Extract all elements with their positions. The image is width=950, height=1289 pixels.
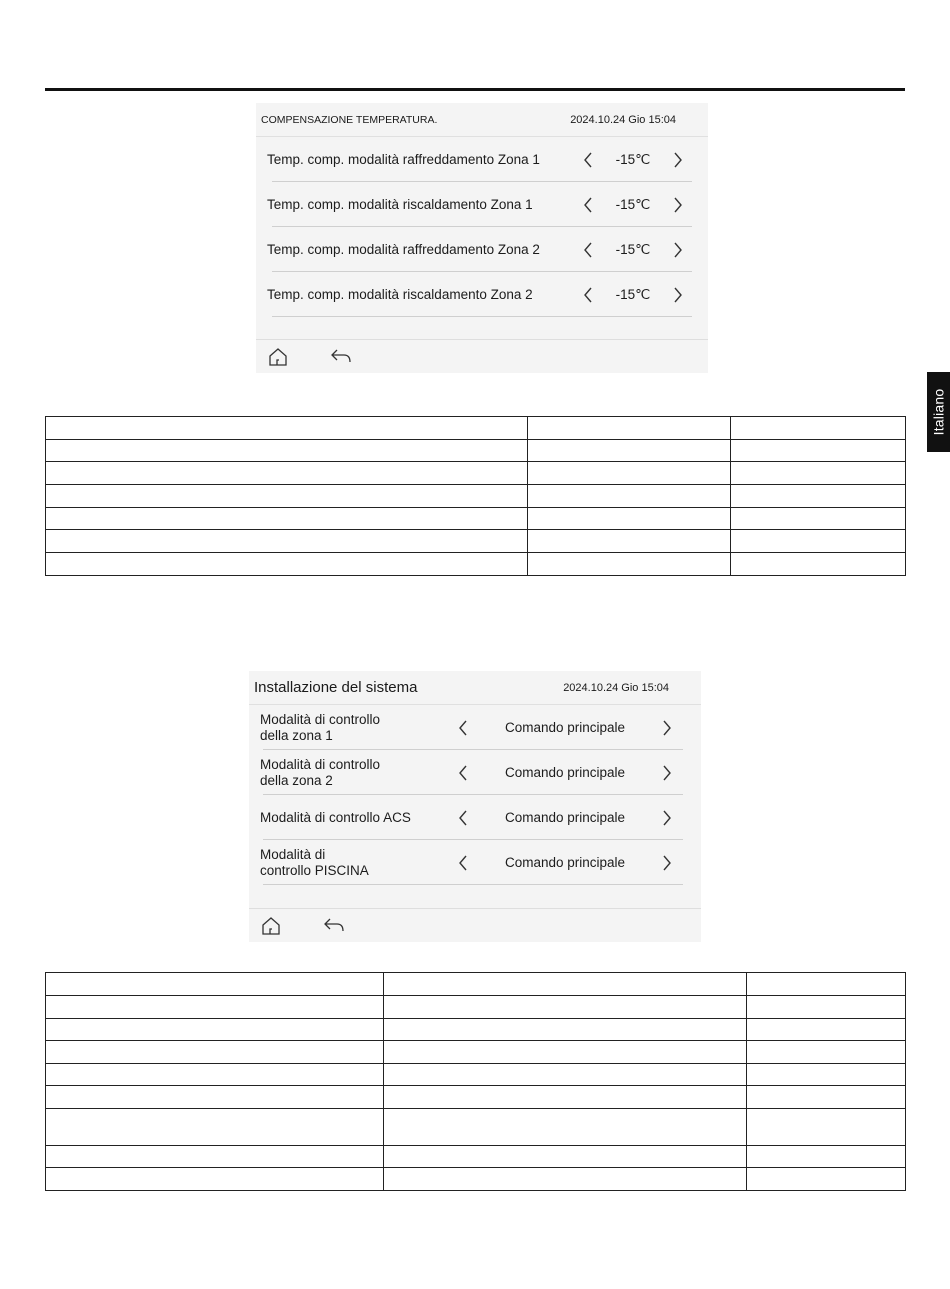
- language-label: Italiano: [930, 388, 947, 436]
- table-cell: [731, 553, 906, 576]
- temperature-compensation-screen: [256, 103, 708, 373]
- table-cell: [46, 1064, 384, 1086]
- table-cell: [528, 417, 731, 440]
- setting-label: Temp. comp. modalità riscaldamento Zona 1: [267, 196, 533, 212]
- table-row: [46, 508, 906, 530]
- setting-value: Comando principale: [504, 765, 626, 780]
- setting-row: [249, 795, 701, 840]
- table-2: [45, 972, 906, 1191]
- setting-label: Modalità di controllo ACS: [260, 809, 411, 825]
- table-row: [46, 1109, 906, 1146]
- table-cell: [384, 1168, 747, 1191]
- setting-row: [256, 137, 708, 182]
- table-cell: [46, 1041, 384, 1064]
- table-row: [46, 1064, 906, 1086]
- table-cell: [747, 1041, 906, 1064]
- table-cell: [384, 1019, 747, 1041]
- screen-datetime: 2024.10.24 Gio 15:04: [570, 113, 676, 126]
- screen-datetime: 2024.10.24 Gio 15:04: [563, 681, 669, 694]
- table-cell: [528, 553, 731, 576]
- table-cell: [747, 996, 906, 1019]
- setting-row: [256, 272, 708, 317]
- setting-value: -15℃: [615, 286, 651, 302]
- table-cell: [528, 462, 731, 485]
- table-cell: [731, 508, 906, 530]
- chevron-left-icon[interactable]: [454, 854, 472, 872]
- screen-title: Installazione del sistema: [254, 679, 418, 696]
- chevron-left-icon[interactable]: [454, 764, 472, 782]
- setting-label: [260, 712, 454, 744]
- back-arrow-icon[interactable]: [323, 917, 345, 935]
- chevron-right-icon[interactable]: [658, 809, 676, 827]
- setting-value: -15℃: [615, 151, 651, 167]
- setting-label-line-1: Modalità di: [260, 846, 326, 862]
- table-cell: [384, 973, 747, 996]
- table-cell: [384, 1041, 747, 1064]
- table-cell: [384, 1064, 747, 1086]
- screen-header: [256, 103, 708, 137]
- table-row: [46, 553, 906, 576]
- table-cell: [528, 485, 731, 508]
- setting-label: Temp. comp. modalità riscaldamento Zona 2: [267, 286, 533, 302]
- table-cell: [46, 996, 384, 1019]
- screen-footer: [249, 908, 701, 942]
- table-cell: [747, 1109, 906, 1146]
- table-row: [46, 1146, 906, 1168]
- setting-label: Temp. comp. modalità raffreddamento Zona 2: [267, 241, 540, 257]
- setting-value: -15℃: [615, 241, 651, 257]
- setting-label: [260, 757, 454, 789]
- table-cell: [46, 1086, 384, 1109]
- table-cell: [528, 530, 731, 553]
- chevron-right-icon[interactable]: [658, 719, 676, 737]
- table-cell: [731, 485, 906, 508]
- chevron-right-icon[interactable]: [669, 286, 687, 304]
- table-cell: [46, 508, 528, 530]
- system-installation-screen: [249, 671, 701, 942]
- setting-label-line-2: della zona 1: [260, 727, 333, 743]
- table-cell: [747, 1168, 906, 1191]
- setting-row: [249, 840, 701, 885]
- setting-row: [256, 227, 708, 272]
- table-row: [46, 462, 906, 485]
- settings-list: [256, 137, 708, 340]
- home-icon[interactable]: [268, 347, 288, 367]
- chevron-right-icon[interactable]: [669, 151, 687, 169]
- table-cell: [46, 462, 528, 485]
- table-row: [46, 1019, 906, 1041]
- table-cell: [46, 1109, 384, 1146]
- setting-label-line-1: Modalità di controllo: [260, 756, 381, 772]
- table-cell: [46, 553, 528, 576]
- table-cell: [731, 440, 906, 462]
- chevron-right-icon[interactable]: [669, 241, 687, 259]
- screen-header: [249, 671, 701, 705]
- table-cell: [46, 485, 528, 508]
- table-1: [45, 416, 906, 576]
- table-row: [46, 530, 906, 553]
- setting-row: [256, 182, 708, 227]
- setting-row: [249, 750, 701, 795]
- table-cell: [731, 462, 906, 485]
- back-arrow-icon[interactable]: [330, 348, 352, 366]
- setting-value: Comando principale: [504, 810, 626, 825]
- chevron-right-icon[interactable]: [658, 854, 676, 872]
- setting-label: [260, 847, 454, 879]
- chevron-left-icon[interactable]: [454, 719, 472, 737]
- table-row: [46, 440, 906, 462]
- screen-title: COMPENSAZIONE TEMPERATURA.: [261, 113, 438, 126]
- setting-value: Comando principale: [504, 855, 626, 870]
- top-rule: [45, 88, 905, 91]
- settings-list: [249, 705, 701, 908]
- setting-value: Comando principale: [504, 720, 626, 735]
- table-row: [46, 996, 906, 1019]
- chevron-left-icon[interactable]: [579, 241, 597, 259]
- chevron-left-icon[interactable]: [579, 151, 597, 169]
- table-cell: [46, 1146, 384, 1168]
- chevron-left-icon[interactable]: [579, 196, 597, 214]
- language-side-tab: [927, 372, 950, 452]
- table-cell: [46, 440, 528, 462]
- table-cell: [384, 996, 747, 1019]
- chevron-right-icon[interactable]: [669, 196, 687, 214]
- table-row: [46, 1168, 906, 1191]
- screen-footer: [256, 339, 708, 373]
- table-cell: [528, 508, 731, 530]
- chevron-left-icon[interactable]: [454, 809, 472, 827]
- setting-label-line-1: Modalità di controllo: [260, 711, 381, 727]
- table-cell: [747, 1146, 906, 1168]
- table-cell: [747, 1086, 906, 1109]
- table-row: [46, 1086, 906, 1109]
- setting-label-line-2: della zona 2: [260, 772, 333, 788]
- setting-value: -15℃: [615, 196, 651, 212]
- table-cell: [747, 973, 906, 996]
- table-row: [46, 485, 906, 508]
- setting-row: [249, 705, 701, 750]
- table-cell: [46, 973, 384, 996]
- table-cell: [747, 1019, 906, 1041]
- table-row: [46, 973, 906, 996]
- table-row: [46, 1041, 906, 1064]
- table-cell: [46, 1168, 384, 1191]
- table-cell: [731, 417, 906, 440]
- table-row: [46, 417, 906, 440]
- table-cell: [46, 417, 528, 440]
- table-cell: [384, 1146, 747, 1168]
- table-cell: [747, 1064, 906, 1086]
- chevron-right-icon[interactable]: [658, 764, 676, 782]
- table-cell: [384, 1109, 747, 1146]
- table-cell: [731, 530, 906, 553]
- setting-label: Temp. comp. modalità raffreddamento Zona 1: [267, 151, 540, 167]
- chevron-left-icon[interactable]: [579, 286, 597, 304]
- home-icon[interactable]: [261, 916, 281, 936]
- table-cell: [46, 530, 528, 553]
- table-cell: [528, 440, 731, 462]
- setting-label-line-2: controllo PISCINA: [260, 862, 369, 878]
- table-cell: [384, 1086, 747, 1109]
- table-cell: [46, 1019, 384, 1041]
